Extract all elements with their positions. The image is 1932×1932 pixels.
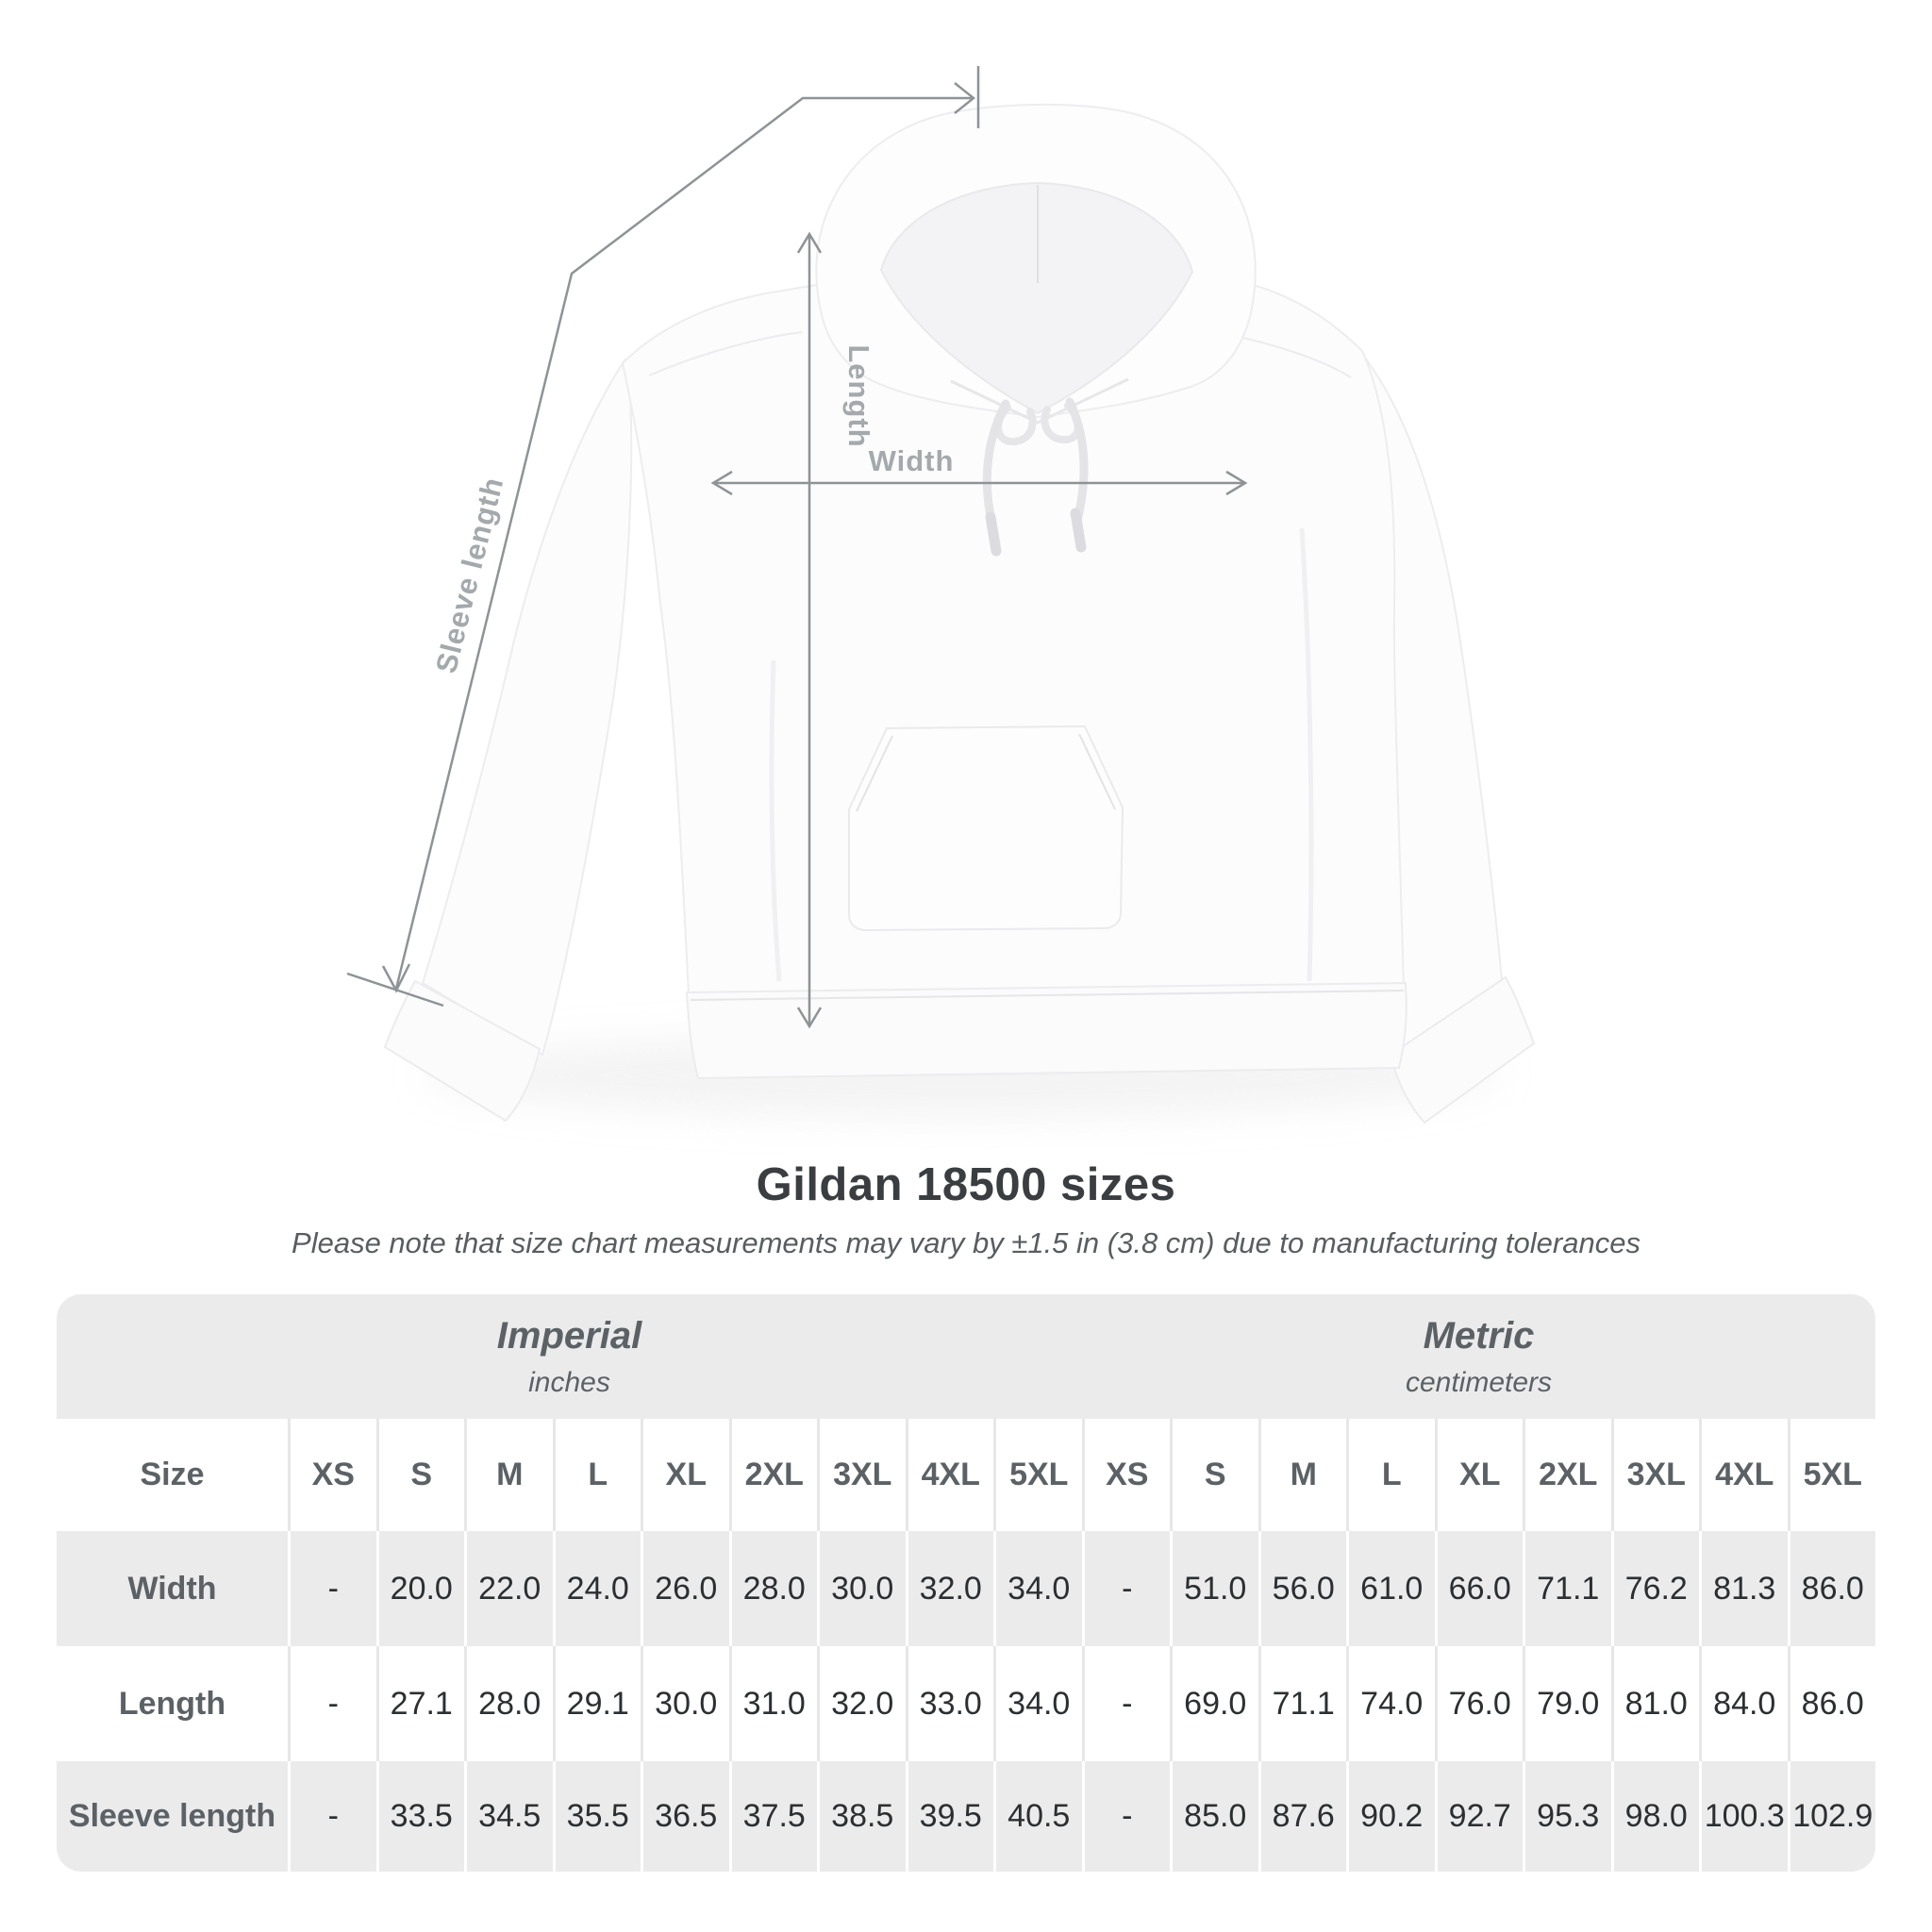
size-header: L xyxy=(1346,1419,1435,1531)
table-cell: 85.0 xyxy=(1170,1761,1258,1872)
table-cell: 38.5 xyxy=(817,1761,906,1872)
size-header: 2XL xyxy=(1523,1419,1611,1531)
size-header: 4XL xyxy=(1699,1419,1788,1531)
table-cell: 71.1 xyxy=(1523,1531,1611,1646)
table-cell: 76.2 xyxy=(1611,1531,1700,1646)
metric-band xyxy=(1082,1294,1875,1419)
metric-title: Metric xyxy=(1423,1314,1535,1357)
row-label: Length xyxy=(118,1685,226,1722)
table-cell: 84.0 xyxy=(1699,1646,1788,1761)
table-cell: 37.5 xyxy=(729,1761,818,1872)
table-cell: 29.1 xyxy=(553,1646,641,1761)
table-cell: 76.0 xyxy=(1435,1646,1524,1761)
table-cell: 30.0 xyxy=(817,1531,906,1646)
row-label: Width xyxy=(127,1570,217,1607)
table-cell: - xyxy=(1082,1646,1171,1761)
size-header: XS xyxy=(288,1419,376,1531)
size-column-header: Size xyxy=(140,1457,205,1492)
table-cell: 35.5 xyxy=(553,1761,641,1872)
size-header-row xyxy=(57,1419,1875,1531)
length-label: Length xyxy=(842,344,875,448)
drawstring-right-aglet xyxy=(1075,513,1081,547)
table-cell: 20.0 xyxy=(376,1531,465,1646)
table-cell: 87.6 xyxy=(1258,1761,1347,1872)
size-header: M xyxy=(1258,1419,1347,1531)
size-header: L xyxy=(553,1419,641,1531)
table-cell: 28.0 xyxy=(464,1646,553,1761)
size-header: 3XL xyxy=(817,1419,906,1531)
table-cell: 26.0 xyxy=(641,1531,729,1646)
table-cell: 69.0 xyxy=(1170,1646,1258,1761)
table-cell: 33.0 xyxy=(906,1646,994,1761)
table-cell: 34.0 xyxy=(993,1646,1082,1761)
unit-band xyxy=(57,1294,1875,1419)
table-cell: - xyxy=(288,1531,376,1646)
table-cell: 100.3 xyxy=(1699,1761,1788,1872)
table-cell: 92.7 xyxy=(1435,1761,1524,1872)
table-row-length xyxy=(57,1646,1875,1761)
table-cell: - xyxy=(1082,1761,1171,1872)
table-cell: 98.0 xyxy=(1611,1761,1700,1872)
table-cell: - xyxy=(288,1761,376,1872)
table-cell: 22.0 xyxy=(464,1531,553,1646)
page-title: Gildan 18500 sizes xyxy=(756,1159,1176,1210)
table-cell: 74.0 xyxy=(1346,1646,1435,1761)
table-cell: 32.0 xyxy=(906,1531,994,1646)
hoodie-hem-band xyxy=(687,983,1407,1078)
table-cell: 86.0 xyxy=(1788,1531,1876,1646)
size-header: XL xyxy=(1435,1419,1524,1531)
size-header: 5XL xyxy=(993,1419,1082,1531)
imperial-title: Imperial xyxy=(496,1314,642,1357)
size-header: 3XL xyxy=(1611,1419,1700,1531)
table-cell: 34.0 xyxy=(993,1531,1082,1646)
kangaroo-pocket xyxy=(849,726,1123,930)
width-label: Width xyxy=(868,444,955,477)
table-cell: 28.0 xyxy=(729,1531,818,1646)
size-header: S xyxy=(376,1419,465,1531)
table-cell: 81.0 xyxy=(1611,1646,1700,1761)
table-cell: 86.0 xyxy=(1788,1646,1876,1761)
imperial-band xyxy=(57,1294,1082,1419)
table-cell: - xyxy=(1082,1531,1171,1646)
table-cell: 66.0 xyxy=(1435,1531,1524,1646)
size-header: 5XL xyxy=(1788,1419,1876,1531)
metric-unit: centimeters xyxy=(1405,1366,1553,1398)
row-label: Sleeve length xyxy=(68,1798,276,1834)
table-cell: 32.0 xyxy=(817,1646,906,1761)
imperial-unit: inches xyxy=(528,1366,610,1398)
table-cell: 39.5 xyxy=(906,1761,994,1872)
table-cell: 71.1 xyxy=(1258,1646,1347,1761)
size-header: 2XL xyxy=(729,1419,818,1531)
table-cell: 81.3 xyxy=(1699,1531,1788,1646)
table-cell: 56.0 xyxy=(1258,1531,1347,1646)
table-cell: 33.5 xyxy=(376,1761,465,1872)
table-cell: 95.3 xyxy=(1523,1761,1611,1872)
table-row-width xyxy=(57,1531,1875,1646)
size-header: S xyxy=(1170,1419,1258,1531)
table-cell: 24.0 xyxy=(553,1531,641,1646)
table-cell: - xyxy=(288,1646,376,1761)
size-table xyxy=(57,1294,1875,1872)
table-cell: 90.2 xyxy=(1346,1761,1435,1872)
table-cell: 36.5 xyxy=(641,1761,729,1872)
table-cell: 79.0 xyxy=(1523,1646,1611,1761)
tolerance-note: Please note that size chart measurements may vary by ±1.5 in (3.8 cm) due to manufacturing tolerances xyxy=(291,1226,1641,1259)
table-cell: 30.0 xyxy=(641,1646,729,1761)
table-cell: 31.0 xyxy=(729,1646,818,1761)
table-cell: 27.1 xyxy=(376,1646,465,1761)
table-cell: 51.0 xyxy=(1170,1531,1258,1646)
sleeve-length-label: Sleeve length xyxy=(429,473,510,676)
table-cell: 102.9 xyxy=(1788,1761,1876,1872)
size-header: M xyxy=(464,1419,553,1531)
table-row-sleeve-length xyxy=(57,1761,1875,1872)
hoodie-left-sleeve xyxy=(423,360,631,1055)
table-cell: 40.5 xyxy=(993,1761,1082,1872)
size-header: XL xyxy=(641,1419,729,1531)
table-cell: 34.5 xyxy=(464,1761,553,1872)
table-cell: 61.0 xyxy=(1346,1531,1435,1646)
size-header: 4XL xyxy=(906,1419,994,1531)
size-header: XS xyxy=(1082,1419,1171,1531)
drawstring-left-aglet xyxy=(991,517,996,551)
